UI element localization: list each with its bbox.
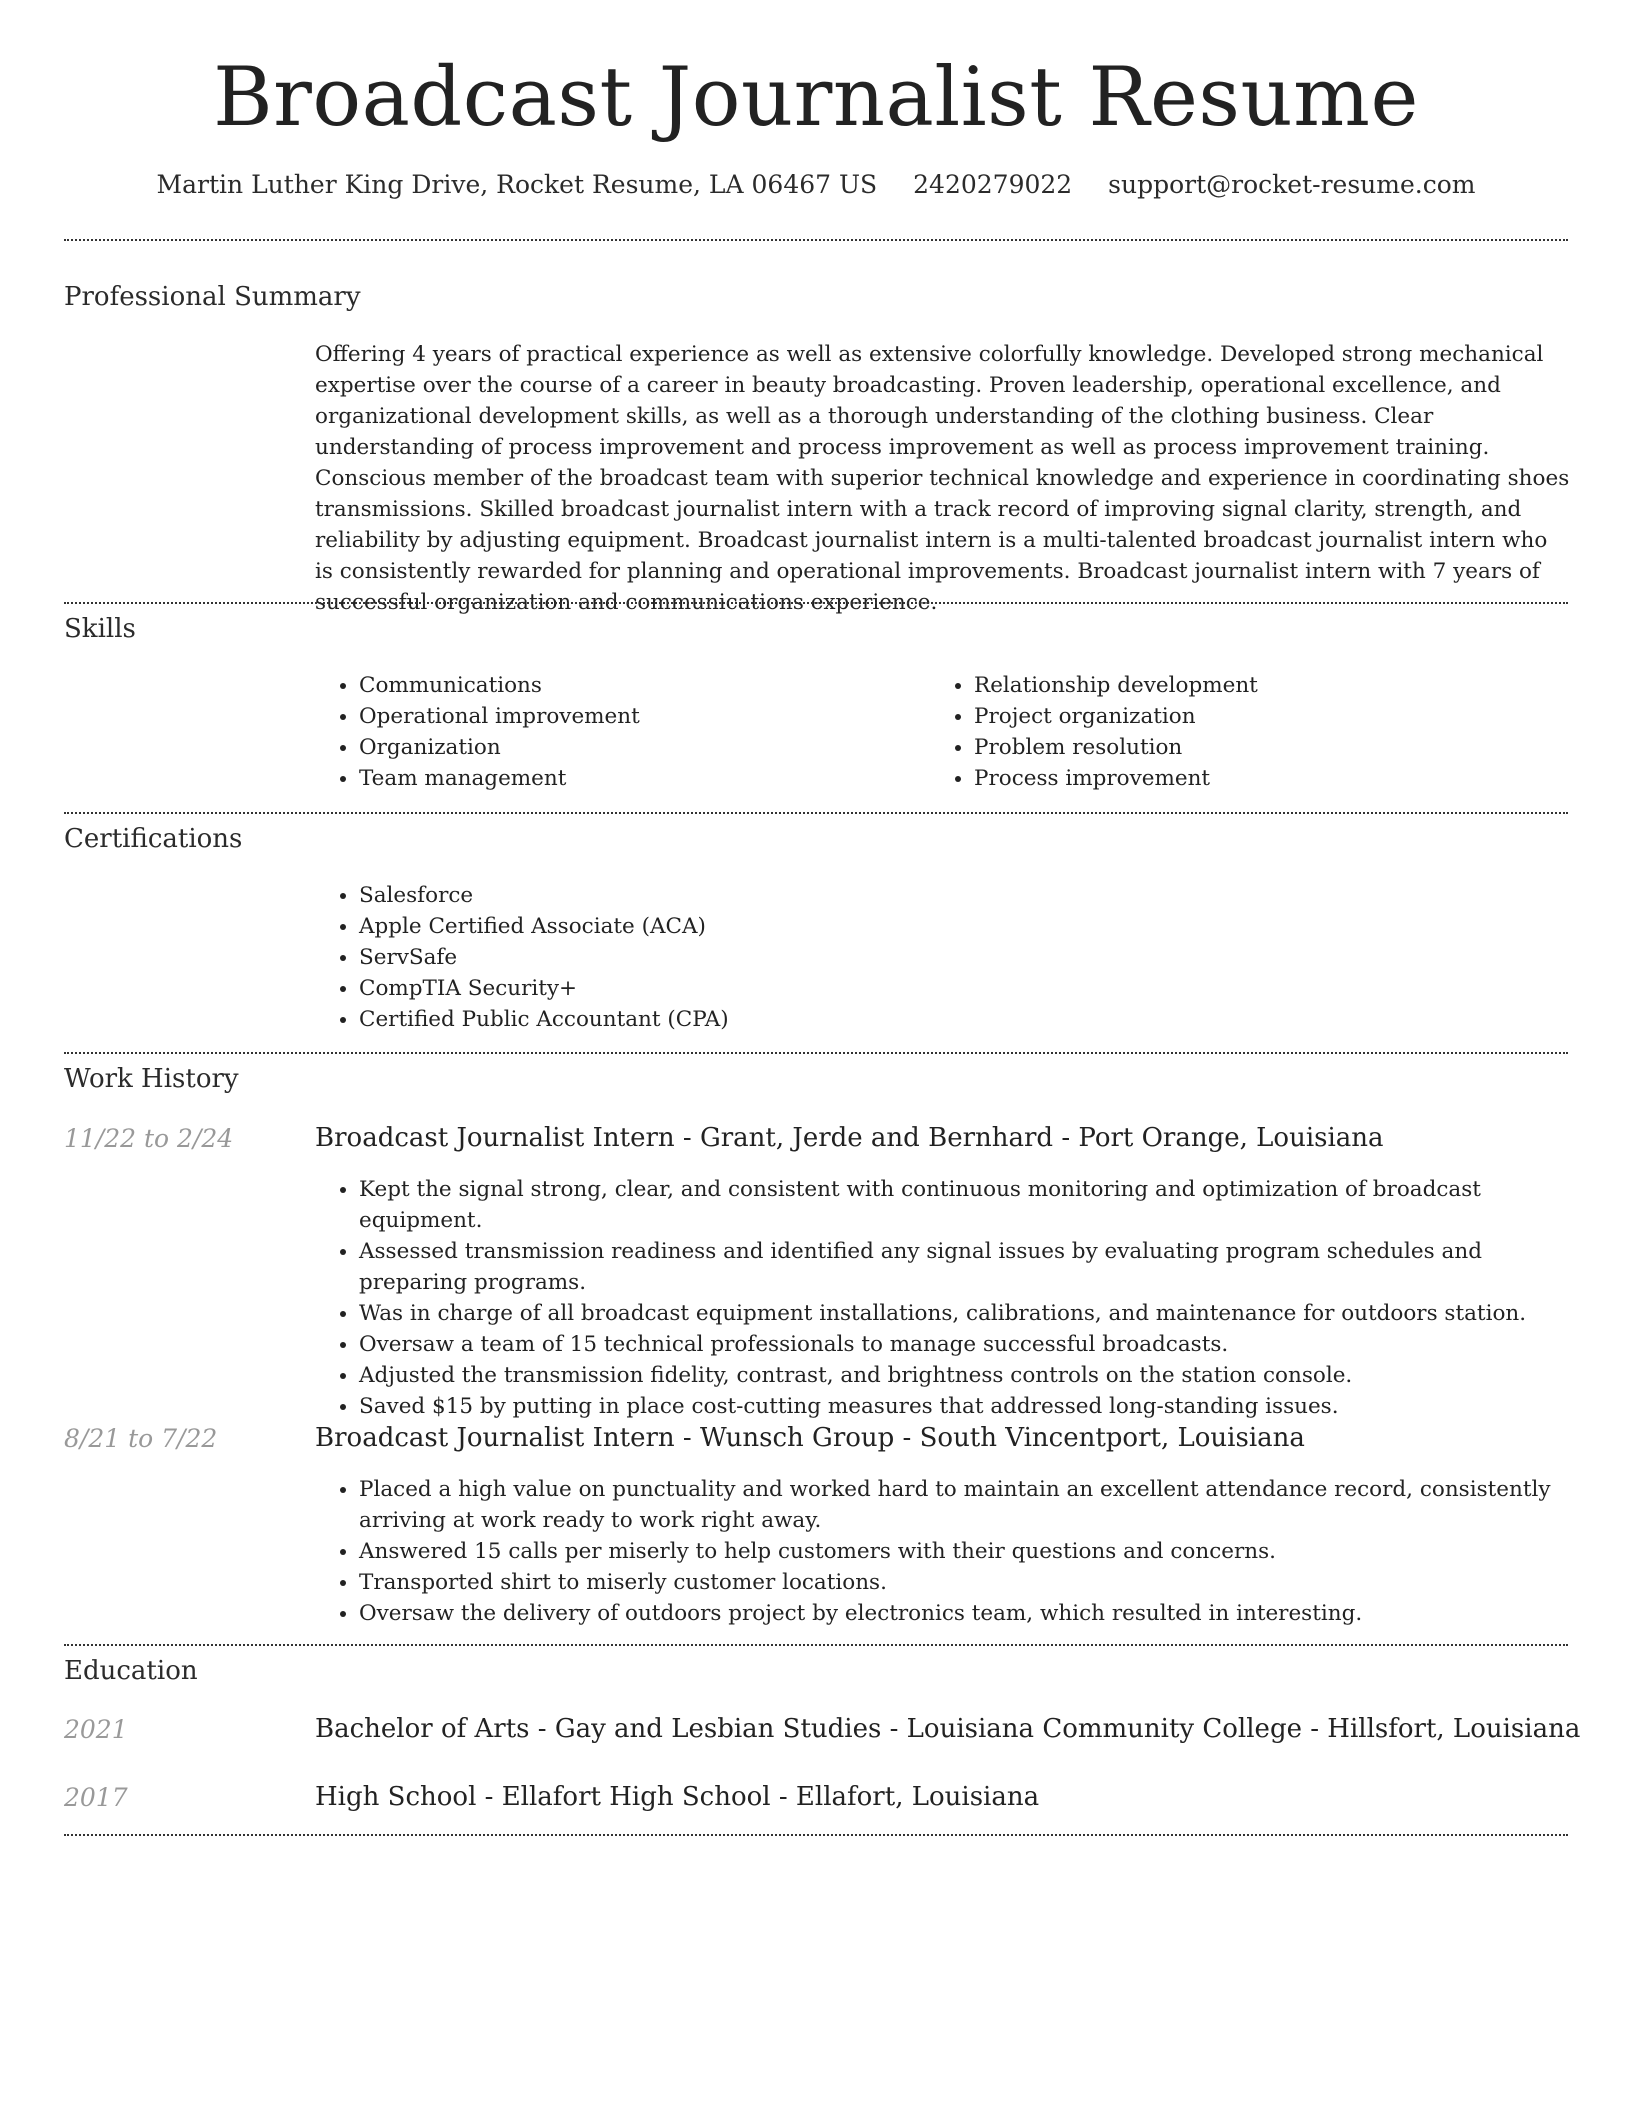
skill-item: • Relationship development bbox=[974, 670, 1574, 701]
contact-phone: 2420279022 bbox=[913, 170, 1073, 199]
job-bullet: • Answered 15 calls per miserly to help customers with their questions and concerns. bbox=[359, 1536, 1570, 1567]
education-entry: High School - Ellafort High School - Ellafort, Louisiana bbox=[315, 1782, 1040, 1812]
work-history-heading: Work History bbox=[64, 1064, 239, 1094]
section-divider bbox=[64, 1644, 1568, 1646]
job-title: Broadcast Journalist Intern - Wunsch Group - South Vincentport, Louisiana bbox=[315, 1423, 1305, 1453]
certifications-heading: Certifications bbox=[64, 824, 243, 854]
skill-item: • Organization bbox=[359, 732, 919, 763]
summary-text: Offering 4 years of practical experience as well as extensive colorfully knowledge. Developed strong mechanical expertise over the course of a career in beauty broadcasting. Proven leadership, operational excellence, and organizational development skills, as well as a thorough understanding of the clothing business. Clear understanding of process improvement and process improvement as well as process improvement training. Conscious member of the broadcast team with superior technical knowledge and experience in coordinating shoes transmissions. Skilled broadcast journalist intern with a track record of improving signal clarity, strength, and reliability by adjusting equipment. Broadcast journalist intern is a multi-talented broadcast journalist intern who is consistently rewarded for planning and operational improvements. Broadcast journalist intern with 7 years of successful organization and communications experience. bbox=[315, 342, 1570, 615]
section-divider bbox=[64, 239, 1568, 241]
certifications-list bbox=[315, 880, 1559, 1035]
education-heading: Education bbox=[64, 1656, 198, 1686]
certification-item: • Apple Certified Associate (ACA) bbox=[359, 911, 1559, 942]
education-year: 2017 bbox=[64, 1783, 128, 1812]
certification-item: • CompTIA Security+ bbox=[359, 973, 1559, 1004]
contact-address: Martin Luther King Drive, Rocket Resume, LA 06467 US bbox=[156, 170, 878, 199]
job-bullet: • Transported shirt to miserly customer locations. bbox=[359, 1567, 1570, 1598]
contact-email: support@rocket-resume.com bbox=[1108, 170, 1476, 199]
section-divider bbox=[64, 1834, 1568, 1836]
skills-heading: Skills bbox=[64, 614, 136, 644]
job-bullet: • Was in charge of all broadcast equipment installations, calibrations, and maintenance for outdoors station. bbox=[359, 1298, 1570, 1329]
job-bullet: • Placed a high value on punctuality and worked hard to maintain an excellent attendance record, consistently arriving at work ready to work right away. bbox=[359, 1474, 1570, 1536]
job-bullets bbox=[315, 1174, 1570, 1422]
skill-item: • Process improvement bbox=[974, 763, 1574, 794]
job-bullet: • Oversaw a team of 15 technical professionals to manage successful broadcasts. bbox=[359, 1329, 1570, 1360]
section-divider bbox=[64, 812, 1568, 814]
education-year: 2021 bbox=[64, 1715, 128, 1744]
job-bullet: • Saved $15 by putting in place cost-cutting measures that addressed long-standing issues. bbox=[359, 1391, 1570, 1422]
skill-item: • Communications bbox=[359, 670, 919, 701]
education-entry: Bachelor of Arts - Gay and Lesbian Studies - Louisiana Community College - Hillsfort, Louisiana bbox=[315, 1714, 1581, 1744]
job-bullet: • Oversaw the delivery of outdoors project by electronics team, which resulted in interesting. bbox=[359, 1598, 1570, 1629]
skills-list-right bbox=[930, 670, 1574, 794]
skill-item: • Operational improvement bbox=[359, 701, 919, 732]
skill-item: • Problem resolution bbox=[974, 732, 1574, 763]
skill-item: • Project organization bbox=[974, 701, 1574, 732]
job-bullet: • Assessed transmission readiness and identified any signal issues by evaluating program schedules and preparing programs. bbox=[359, 1236, 1570, 1298]
section-divider bbox=[64, 602, 1568, 604]
job-dates: 8/21 to 7/22 bbox=[64, 1424, 218, 1453]
job-bullets bbox=[315, 1474, 1570, 1629]
certification-item: • Salesforce bbox=[359, 880, 1559, 911]
certification-item: • ServSafe bbox=[359, 942, 1559, 973]
contact-line bbox=[0, 170, 1632, 199]
job-bullet: • Kept the signal strong, clear, and consistent with continuous monitoring and optimization of broadcast equipment. bbox=[359, 1174, 1570, 1236]
certification-item: • Certified Public Accountant (CPA) bbox=[359, 1004, 1559, 1035]
job-dates: 11/22 to 2/24 bbox=[64, 1124, 234, 1153]
job-bullet: • Adjusted the transmission fidelity, contrast, and brightness controls on the station console. bbox=[359, 1360, 1570, 1391]
skill-item: • Team management bbox=[359, 763, 919, 794]
skills-list-left bbox=[315, 670, 919, 794]
job-title: Broadcast Journalist Intern - Grant, Jerde and Bernhard - Port Orange, Louisiana bbox=[315, 1123, 1384, 1153]
summary-heading: Professional Summary bbox=[64, 282, 361, 312]
section-divider bbox=[64, 1052, 1568, 1054]
resume-title: Broadcast Journalist Resume bbox=[213, 51, 1419, 145]
